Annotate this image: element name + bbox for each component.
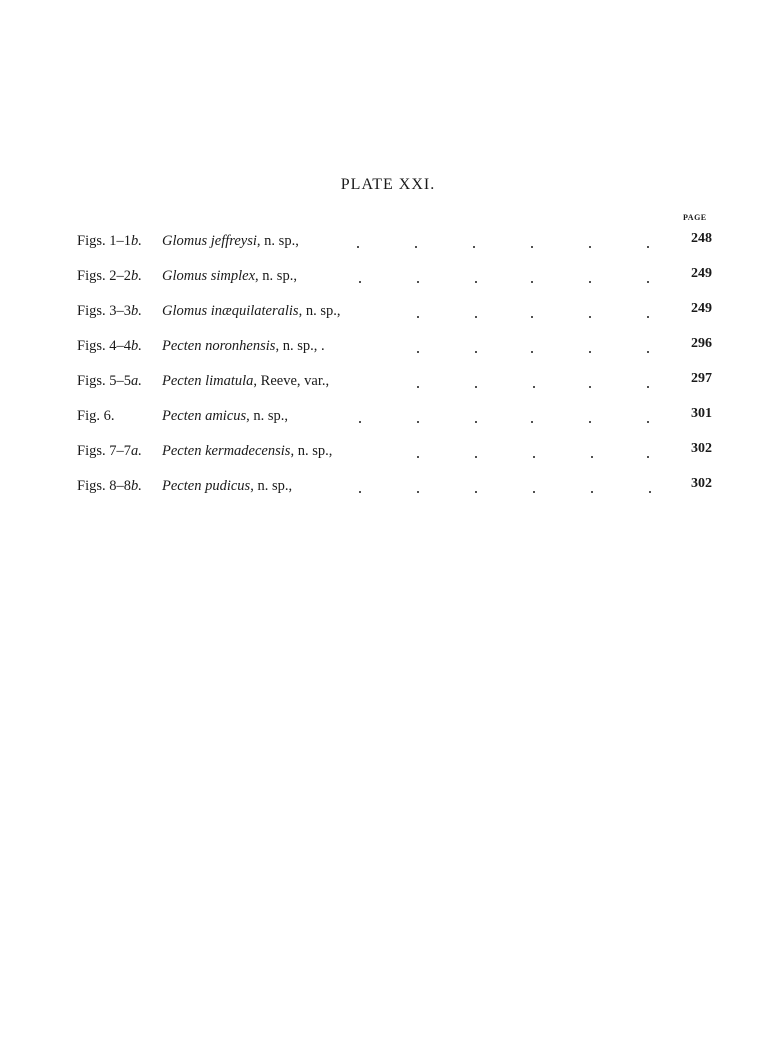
leader-dot xyxy=(647,281,649,283)
species-name: Glomus inæquilateralis, n. sp., xyxy=(162,303,341,319)
leader-dot xyxy=(417,456,419,458)
figure-reference: Fig. 6. xyxy=(77,408,115,424)
figure-reference: Figs. 3–3b. xyxy=(77,303,142,319)
leader-dot xyxy=(647,456,649,458)
plate-title: PLATE XXI. xyxy=(340,176,436,193)
leader-dot xyxy=(589,281,591,283)
leader-dot xyxy=(417,386,419,388)
page-number: 249 xyxy=(691,301,712,316)
leader-dot xyxy=(647,316,649,318)
leader-dot xyxy=(475,491,477,493)
species-name: Glomus jeffreysi, n. sp., xyxy=(162,233,299,249)
leader-dot xyxy=(533,491,535,493)
figure-reference: Figs. 4–4b. xyxy=(77,338,142,354)
leader-dot xyxy=(359,281,361,283)
figure-reference: Figs. 7–7a. xyxy=(77,443,142,459)
species-name: Pecten amicus, n. sp., xyxy=(162,408,289,424)
leader-dot xyxy=(359,491,361,493)
page-number: 301 xyxy=(691,406,712,421)
species-name: Glomus simplex, n. sp., xyxy=(162,268,297,284)
list-item xyxy=(0,303,776,325)
figure-reference: Figs. 1–1b. xyxy=(77,233,142,249)
leader-dot xyxy=(417,316,419,318)
leader-dot xyxy=(533,386,535,388)
leader-dot xyxy=(589,421,591,423)
leader-dot xyxy=(591,491,593,493)
leader-dot xyxy=(417,491,419,493)
page-number: 297 xyxy=(691,371,712,386)
leader-dot xyxy=(475,351,477,353)
leader-dot xyxy=(589,246,591,248)
species-name: Pecten limatula, Reeve, var., xyxy=(162,373,330,389)
leader-dot xyxy=(475,386,477,388)
leader-dot xyxy=(475,281,477,283)
leader-dot xyxy=(531,316,533,318)
page-number: 249 xyxy=(691,266,712,281)
leader-dot xyxy=(649,491,651,493)
leader-dot xyxy=(531,421,533,423)
leader-dot xyxy=(417,351,419,353)
figure-reference: Figs. 8–8b. xyxy=(77,478,142,494)
leader-dot xyxy=(531,246,533,248)
list-item xyxy=(0,233,776,255)
leader-dot xyxy=(475,316,477,318)
list-item xyxy=(0,478,776,500)
leader-dot xyxy=(531,351,533,353)
species-name: Pecten pudicus, n. sp., xyxy=(162,478,293,494)
figure-reference: Figs. 5–5a. xyxy=(77,373,142,389)
list-item xyxy=(0,373,776,395)
species-name: Pecten kermadecensis, n. sp., xyxy=(162,443,333,459)
leader-dot xyxy=(647,246,649,248)
list-item xyxy=(0,408,776,430)
list-item xyxy=(0,338,776,360)
leader-dot xyxy=(475,421,477,423)
leader-dot xyxy=(589,386,591,388)
leader-dot xyxy=(531,281,533,283)
leader-dot xyxy=(647,421,649,423)
leader-dot xyxy=(589,351,591,353)
leader-dot xyxy=(357,246,359,248)
leader-dot xyxy=(415,246,417,248)
leader-dot xyxy=(473,246,475,248)
figure-reference: Figs. 2–2b. xyxy=(77,268,142,284)
list-item xyxy=(0,268,776,290)
page-number: 296 xyxy=(691,336,712,351)
leader-dot xyxy=(647,386,649,388)
page-number: 302 xyxy=(691,441,712,456)
list-item xyxy=(0,443,776,465)
leader-dot xyxy=(647,351,649,353)
leader-dot xyxy=(417,281,419,283)
page-number: 302 xyxy=(691,476,712,491)
leader-dot xyxy=(533,456,535,458)
leader-dot xyxy=(417,421,419,423)
page-number: 248 xyxy=(691,231,712,246)
leader-dot xyxy=(591,456,593,458)
species-name: Pecten noronhensis, n. sp., . xyxy=(162,338,325,354)
page-column-header: PAGE xyxy=(683,213,707,222)
leader-dot xyxy=(475,456,477,458)
leader-dot xyxy=(589,316,591,318)
leader-dot xyxy=(359,421,361,423)
